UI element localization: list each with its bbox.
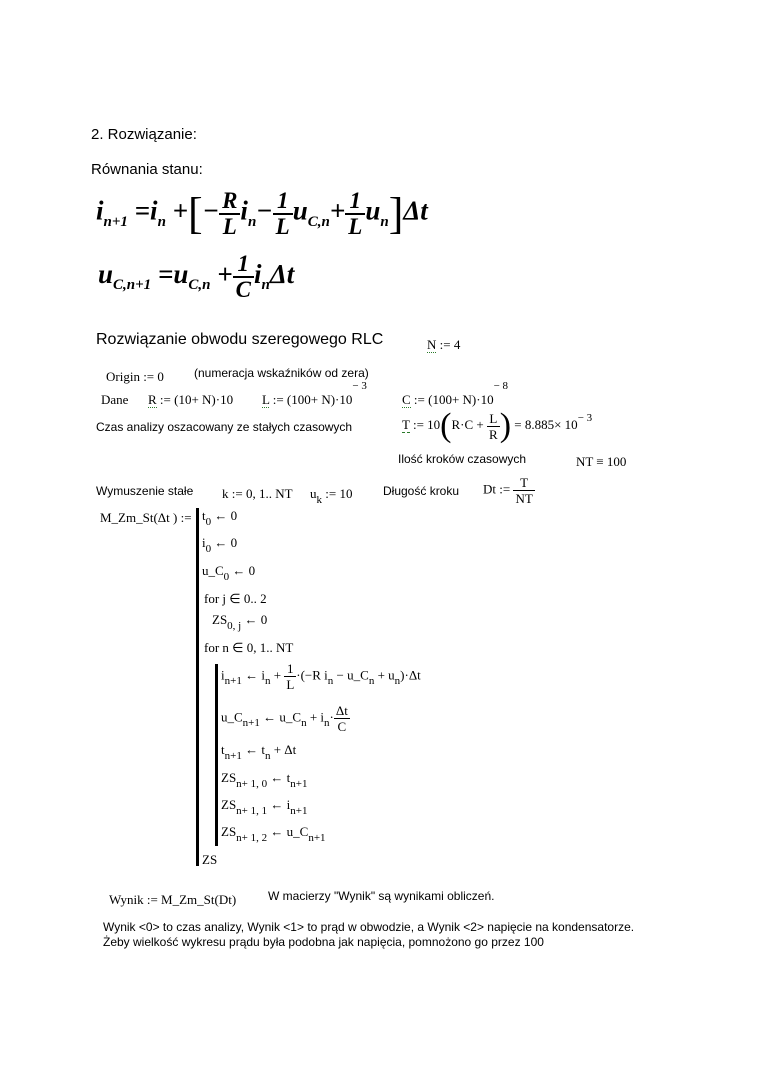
- steps-label: Ilość kroków czasowych: [398, 452, 527, 466]
- program-line-uc-update: $u\_C_{n+1}$ ← $u\_C_n + i_n\cdot$ $\frac{\Delta t}{C}$: [221, 703, 348, 734]
- program-line-zs1: $ZS_{n+ 1, 1}$ ← $i_{n+1}$: [221, 797, 308, 817]
- wynik-definition: Wynik := M_Zm_St(Dt): [109, 892, 237, 907]
- n-definition: N := 4: [427, 337, 461, 352]
- program-line-for-n: for n ∈ 0, 1.. NT: [204, 640, 294, 655]
- origin-definition: Origin := 0: [106, 369, 164, 384]
- t-definition: T := 10(R·C + $\frac{L}{R}$ ) = $8.885\times 10^{- 3}$: [402, 407, 593, 444]
- function-definition: M_Zm_St(Δt ) :=: [100, 510, 192, 525]
- state-equation-current: $i_{n+1} =i_n$ +[− $\frac{R}{L}$ $i_n-$ $\frac{1}{L}$ $u_{C,n}+$ $\frac{1}{L}$ $u_n]\Delta t$: [96, 187, 428, 239]
- excitation-label: Wymuszenie stałe: [96, 484, 194, 498]
- program-return: ZS: [202, 852, 218, 867]
- dane-label: Dane: [101, 392, 129, 407]
- program-loop-bar: [215, 664, 218, 846]
- r-definition: R := (10+ N)·10: [148, 392, 234, 407]
- analysis-time-label: Czas analizy oszacowany ze stałych czasowych: [96, 420, 353, 434]
- program-line-for-j: for j ∈ 0.. 2: [204, 591, 267, 606]
- state-equations-label: Równania stanu:: [91, 161, 203, 178]
- description-line-2: Żeby wielkość wykresu prądu była podobna jak napięcia, pomnożono go przez 100: [103, 935, 544, 949]
- program-line-t-update: $t_{n+1}$ ← $t_n + \Delta t$: [221, 742, 297, 762]
- origin-note: (numeracja wskaźników od zera): [194, 366, 369, 380]
- k-definition: k := 0, 1.. NT: [222, 486, 293, 501]
- worksheet-heading: Rozwiązanie obwodu szeregowego RLC: [96, 331, 384, 348]
- step-length-label: Długość kroku: [383, 484, 460, 498]
- program-outer-bar: [196, 508, 199, 866]
- program-line-i-update: $i_{n+1}$ ← $i_n$ + $\frac{1}{L}$ ·(−R $i_n$ − $u\_C_n + u_n)\cdot\Delta t$: [221, 661, 421, 692]
- dt-definition: Dt := $\frac{T}{NT}$: [483, 475, 533, 506]
- program-line-zs-init: $ZS_{0, j}$ ← 0: [212, 612, 268, 632]
- description-line-1: Wynik <0> to czas analizy, Wynik <1> to prąd w obwodzie, a Wynik <2> napięcie na kondensatorze.: [103, 920, 635, 934]
- state-equation-voltage: $u_{C,n+1} =u_{C,n}$ + $\frac{1}{C}$ $i_n\Delta t$: [98, 251, 295, 302]
- wynik-note: W macierzy "Wynik" są wynikami obliczeń.: [268, 889, 495, 903]
- l-definition: L := $(100+ N)\cdot 10^{- 3}$: [262, 380, 367, 407]
- program-line-zs2: $ZS_{n+ 1, 2}$ ← $u\_C_{n+1}$: [221, 824, 326, 844]
- c-definition: C := $(100+ N)\cdot 10^{- 8}$: [402, 380, 509, 407]
- program-line-uc0: $u\_C_0$ ← 0: [202, 563, 256, 583]
- nt-definition: NT ≡ 100: [576, 454, 627, 469]
- program-line-t0: $t_0$ ← 0: [202, 508, 238, 528]
- program-line-i0: $i_0$ ← 0: [202, 535, 238, 555]
- program-line-zs0: $ZS_{n+ 1, 0}$ ← $t_{n+1}$: [221, 770, 308, 790]
- u-definition: $u_k$ := 10: [310, 486, 353, 506]
- section-title: 2. Rozwiązanie:: [91, 126, 197, 143]
